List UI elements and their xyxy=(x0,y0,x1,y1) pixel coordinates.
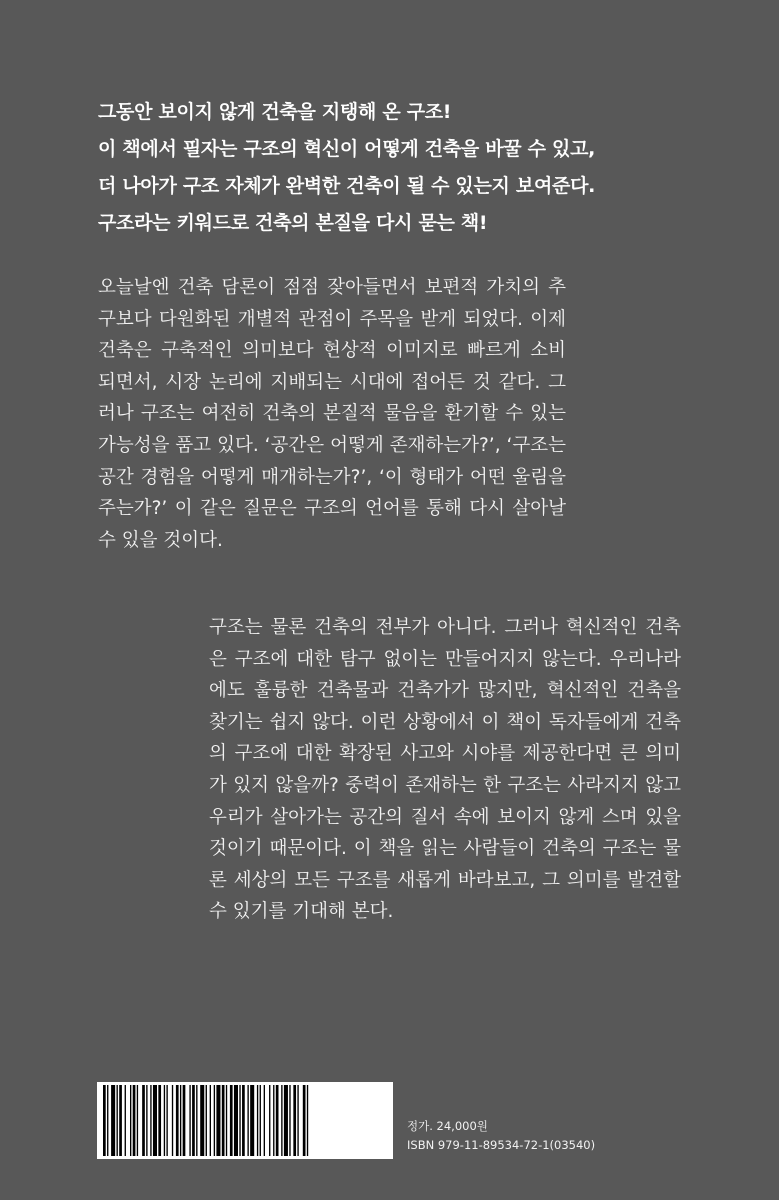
paragraph-line: 건축은 구축적인 의미보다 현상적 이미지로 빠르게 소비 xyxy=(98,340,566,362)
paragraph-line: 구보다 다원화된 개별적 관점이 주목을 받게 되었다. 이제 xyxy=(98,308,566,330)
intro-paragraph xyxy=(98,272,566,556)
barcode-bar xyxy=(289,1085,290,1156)
barcode-bar xyxy=(216,1085,220,1156)
paragraph-line: 가 있지 않을까? 중력이 존재하는 한 구조는 사라지지 않고 xyxy=(209,774,681,796)
barcode-bar xyxy=(150,1085,151,1156)
barcode-bar xyxy=(196,1085,197,1156)
barcode-bar xyxy=(125,1085,126,1156)
closing-paragraph xyxy=(209,612,681,928)
barcode-bar xyxy=(210,1085,211,1156)
barcode-bar xyxy=(264,1085,265,1156)
tagline-line: 더 나아가 구조 자체가 완벽한 건축이 될 수 있는지 보여준다. xyxy=(98,175,596,197)
barcode-bar xyxy=(137,1085,138,1156)
barcode-bar xyxy=(142,1085,145,1156)
barcode-bar xyxy=(230,1085,233,1156)
barcode-bar xyxy=(180,1085,181,1156)
barcode-bar xyxy=(146,1085,147,1156)
paragraph-line: 러나 구조는 여전히 건축의 본질적 물음을 환기할 수 있는 xyxy=(98,403,566,425)
barcode-bar xyxy=(307,1085,308,1156)
barcode-bar xyxy=(242,1085,245,1156)
barcode-bar xyxy=(172,1085,173,1156)
barcode-bar xyxy=(119,1085,122,1156)
barcode-bar xyxy=(183,1085,186,1156)
paragraph-line: 은 구조에 대한 탐구 없이는 만들어지지 않는다. 우리나라 xyxy=(209,648,681,670)
barcode-bar xyxy=(164,1085,165,1156)
barcode-bar xyxy=(158,1085,161,1156)
paragraph-line: 수 있기를 기대해 본다. xyxy=(209,901,394,923)
barcode-bar xyxy=(297,1085,298,1156)
barcode-bar xyxy=(222,1085,225,1156)
paragraph-line: 되면서, 시장 논리에 지배되는 시대에 접어든 것 같다. 그 xyxy=(98,371,566,393)
paragraph-line: 구조는 물론 건축의 전부가 아니다. 그러나 혁신적인 건축 xyxy=(209,617,681,638)
barcode-bar xyxy=(239,1085,240,1156)
paragraph-line: 찾기는 쉽지 않다. 이런 상황에서 이 책이 독자들에게 건축 xyxy=(209,711,681,733)
barcode-bar xyxy=(226,1085,227,1156)
barcode-bar xyxy=(303,1085,306,1156)
barcode-bar xyxy=(247,1085,248,1156)
paragraph-line: 에도 훌륭한 건축물과 건축가가 많지만, 혁신적인 건축을 xyxy=(209,680,681,702)
paragraph-line: 것이기 때문이다. 이 책을 읽는 사람들이 건축의 구조는 물 xyxy=(209,838,681,860)
barcode-bar xyxy=(276,1085,279,1156)
barcode-bar xyxy=(153,1085,157,1156)
barcode-bar xyxy=(284,1085,288,1156)
paragraph-line: 의 구조에 대한 확장된 사고와 시야를 제공한다면 큰 의미 xyxy=(209,743,681,765)
barcode-bar xyxy=(176,1085,179,1156)
barcode-bar xyxy=(269,1085,270,1156)
barcode-bar xyxy=(133,1085,136,1156)
price-label: 정가. 24,000원 xyxy=(407,1119,488,1133)
paragraph-line: 주는가?’ 이 같은 질문은 구조의 언어를 통해 다시 살아날 xyxy=(98,498,566,520)
barcode-bar xyxy=(189,1085,190,1156)
paragraph-line: 공간 경험을 어떻게 매개하는가?’, ‘이 형태가 어떤 울림을 xyxy=(98,466,566,488)
barcode-bars xyxy=(97,1082,393,1159)
tagline-line: 구조라는 키워드로 건축의 본질을 다시 묻는 책! xyxy=(98,212,488,234)
barcode-bar xyxy=(166,1085,167,1156)
barcode-bar xyxy=(107,1085,108,1156)
barcode xyxy=(97,1082,393,1159)
barcode-bar xyxy=(130,1085,131,1156)
barcode-bar xyxy=(200,1085,204,1156)
barcode-bar xyxy=(117,1085,118,1156)
tagline-line: 이 책에서 필자는 구조의 혁신이 어떻게 건축을 바꿀 수 있고, xyxy=(98,138,596,160)
price-info xyxy=(407,1117,595,1155)
barcode-bar xyxy=(257,1085,258,1156)
tagline-line: 그동안 보이지 않게 건축을 지탱해 온 구조! xyxy=(98,101,452,123)
paragraph-line: 우리가 살아가는 공간의 질서 속에 보이지 않게 스며 있을 xyxy=(209,806,681,828)
barcode-bar xyxy=(111,1085,115,1156)
barcode-bar xyxy=(192,1085,195,1156)
paragraph-line: 오늘날엔 건축 담론이 점점 잦아들면서 보편적 가치의 추 xyxy=(98,277,566,298)
isbn-label: ISBN 979-11-89534-72-1(03540) xyxy=(407,1138,596,1152)
barcode-bar xyxy=(103,1085,106,1156)
barcode-bar xyxy=(293,1085,296,1156)
barcode-bar xyxy=(273,1085,274,1156)
barcode-bar xyxy=(206,1085,207,1156)
paragraph-line: 론 세상의 모든 구조를 새롭게 바라보고, 그 의미를 발견할 xyxy=(209,869,681,891)
barcode-bar xyxy=(260,1085,261,1156)
barcode-bar xyxy=(214,1085,215,1156)
paragraph-line: 수 있을 것이다. xyxy=(98,529,223,551)
barcode-bar xyxy=(281,1085,282,1156)
paragraph-line: 가능성을 품고 있다. ‘공간은 어떻게 존재하는가?’, ‘구조는 xyxy=(98,434,566,456)
barcode-bar xyxy=(250,1085,254,1156)
tagline xyxy=(98,94,718,242)
barcode-bar xyxy=(234,1085,238,1156)
